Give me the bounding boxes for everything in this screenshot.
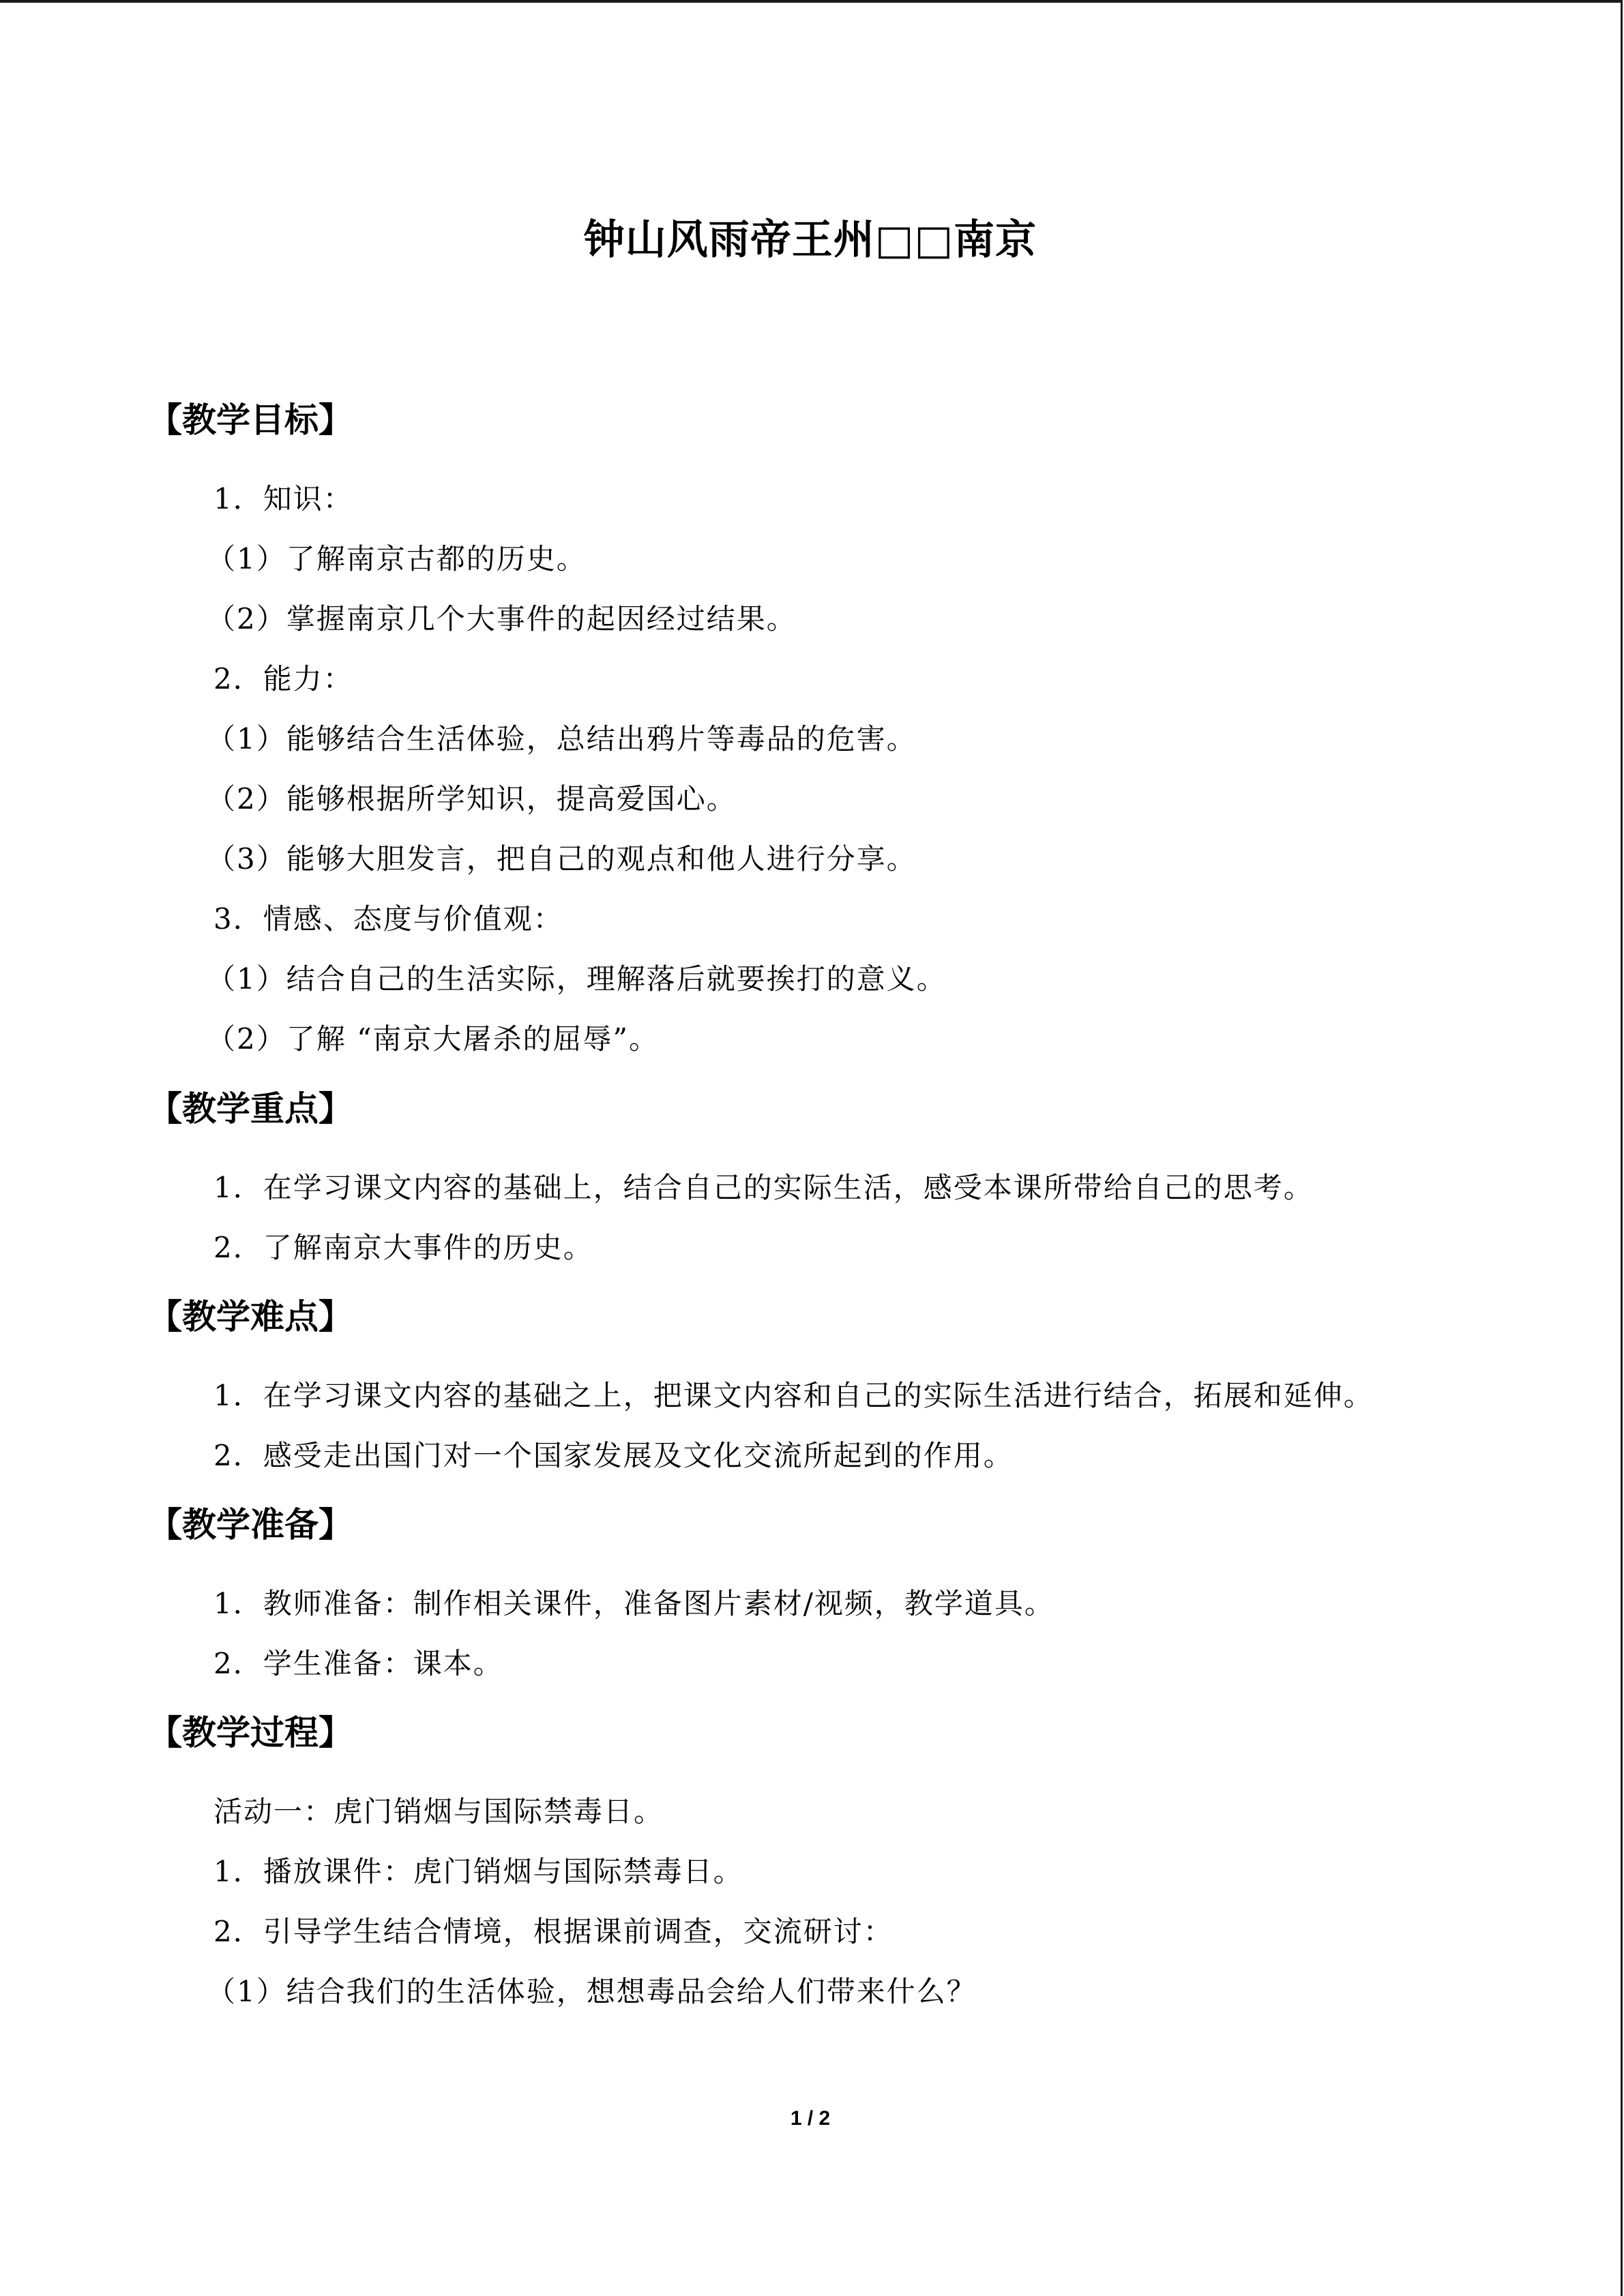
list-item: （1）结合我们的生活体验，想想毒品会给人们带来什么？ <box>207 1975 977 2008</box>
section-heading: 【教学重点】 <box>148 1089 353 1129</box>
section-heading: 【教学过程】 <box>148 1713 353 1753</box>
list-item: 1．教师准备：制作相关课件，准备图片素材/视频，教学道具。 <box>213 1587 1054 1620</box>
list-item: （1）结合自己的生活实际，理解落后就要挨打的意义。 <box>207 962 947 996</box>
list-item: （2）掌握南京几个大事件的起因经过结果。 <box>207 602 797 636</box>
section-teaching-preparation <box>148 1503 1518 1694</box>
list-item: （2）能够根据所学知识，提高爱国心。 <box>207 782 737 816</box>
section-heading: 【教学准备】 <box>148 1505 353 1545</box>
list-item: 2．能力： <box>213 662 353 696</box>
list-item: （3）能够大胆发言，把自己的观点和他人进行分享。 <box>207 842 917 876</box>
list-item: 2．引导学生结合情境，根据课前调查，交流研讨： <box>213 1915 894 1948</box>
list-item: 2．感受走出国门对一个国家发展及文化交流所起到的作用。 <box>213 1439 1014 1472</box>
section-teaching-difficulties <box>148 1295 1518 1486</box>
list-item: 2．了解南京大事件的历史。 <box>213 1231 593 1264</box>
page-indicator: 1 / 2 <box>790 2107 831 2130</box>
list-item: （1）了解南京古都的历史。 <box>207 542 587 576</box>
section-heading: 【教学难点】 <box>148 1297 353 1337</box>
section-teaching-focus <box>148 1087 1518 1278</box>
list-item: 1．在学习课文内容的基础上，结合自己的实际生活，感受本课所带给自己的思考。 <box>213 1171 1314 1204</box>
list-item: 1．播放课件：虎门销烟与国际禁毒日。 <box>213 1855 743 1888</box>
list-item: 1．在学习课文内容的基础之上，把课文内容和自己的实际生活进行结合，拓展和延伸。 <box>213 1379 1374 1412</box>
list-item: 2．学生准备：课本。 <box>213 1647 503 1680</box>
document-title: 钟山风雨帝王州□□南京 <box>583 216 1037 264</box>
section-teaching-objectives <box>148 398 1518 1069</box>
section-teaching-process <box>148 1711 1518 2022</box>
list-item: 3．情感、态度与价值观： <box>213 902 563 936</box>
list-item: 活动一：虎门销烟与国际禁毒日。 <box>213 1795 664 1828</box>
section-heading: 【教学目标】 <box>148 400 353 440</box>
list-item: （1）能够结合生活体验，总结出鸦片等毒品的危害。 <box>207 722 917 756</box>
list-item: 1．知识： <box>213 482 353 516</box>
list-item: （2）了解 “南京大屠杀的屈辱”。 <box>207 1022 660 1056</box>
